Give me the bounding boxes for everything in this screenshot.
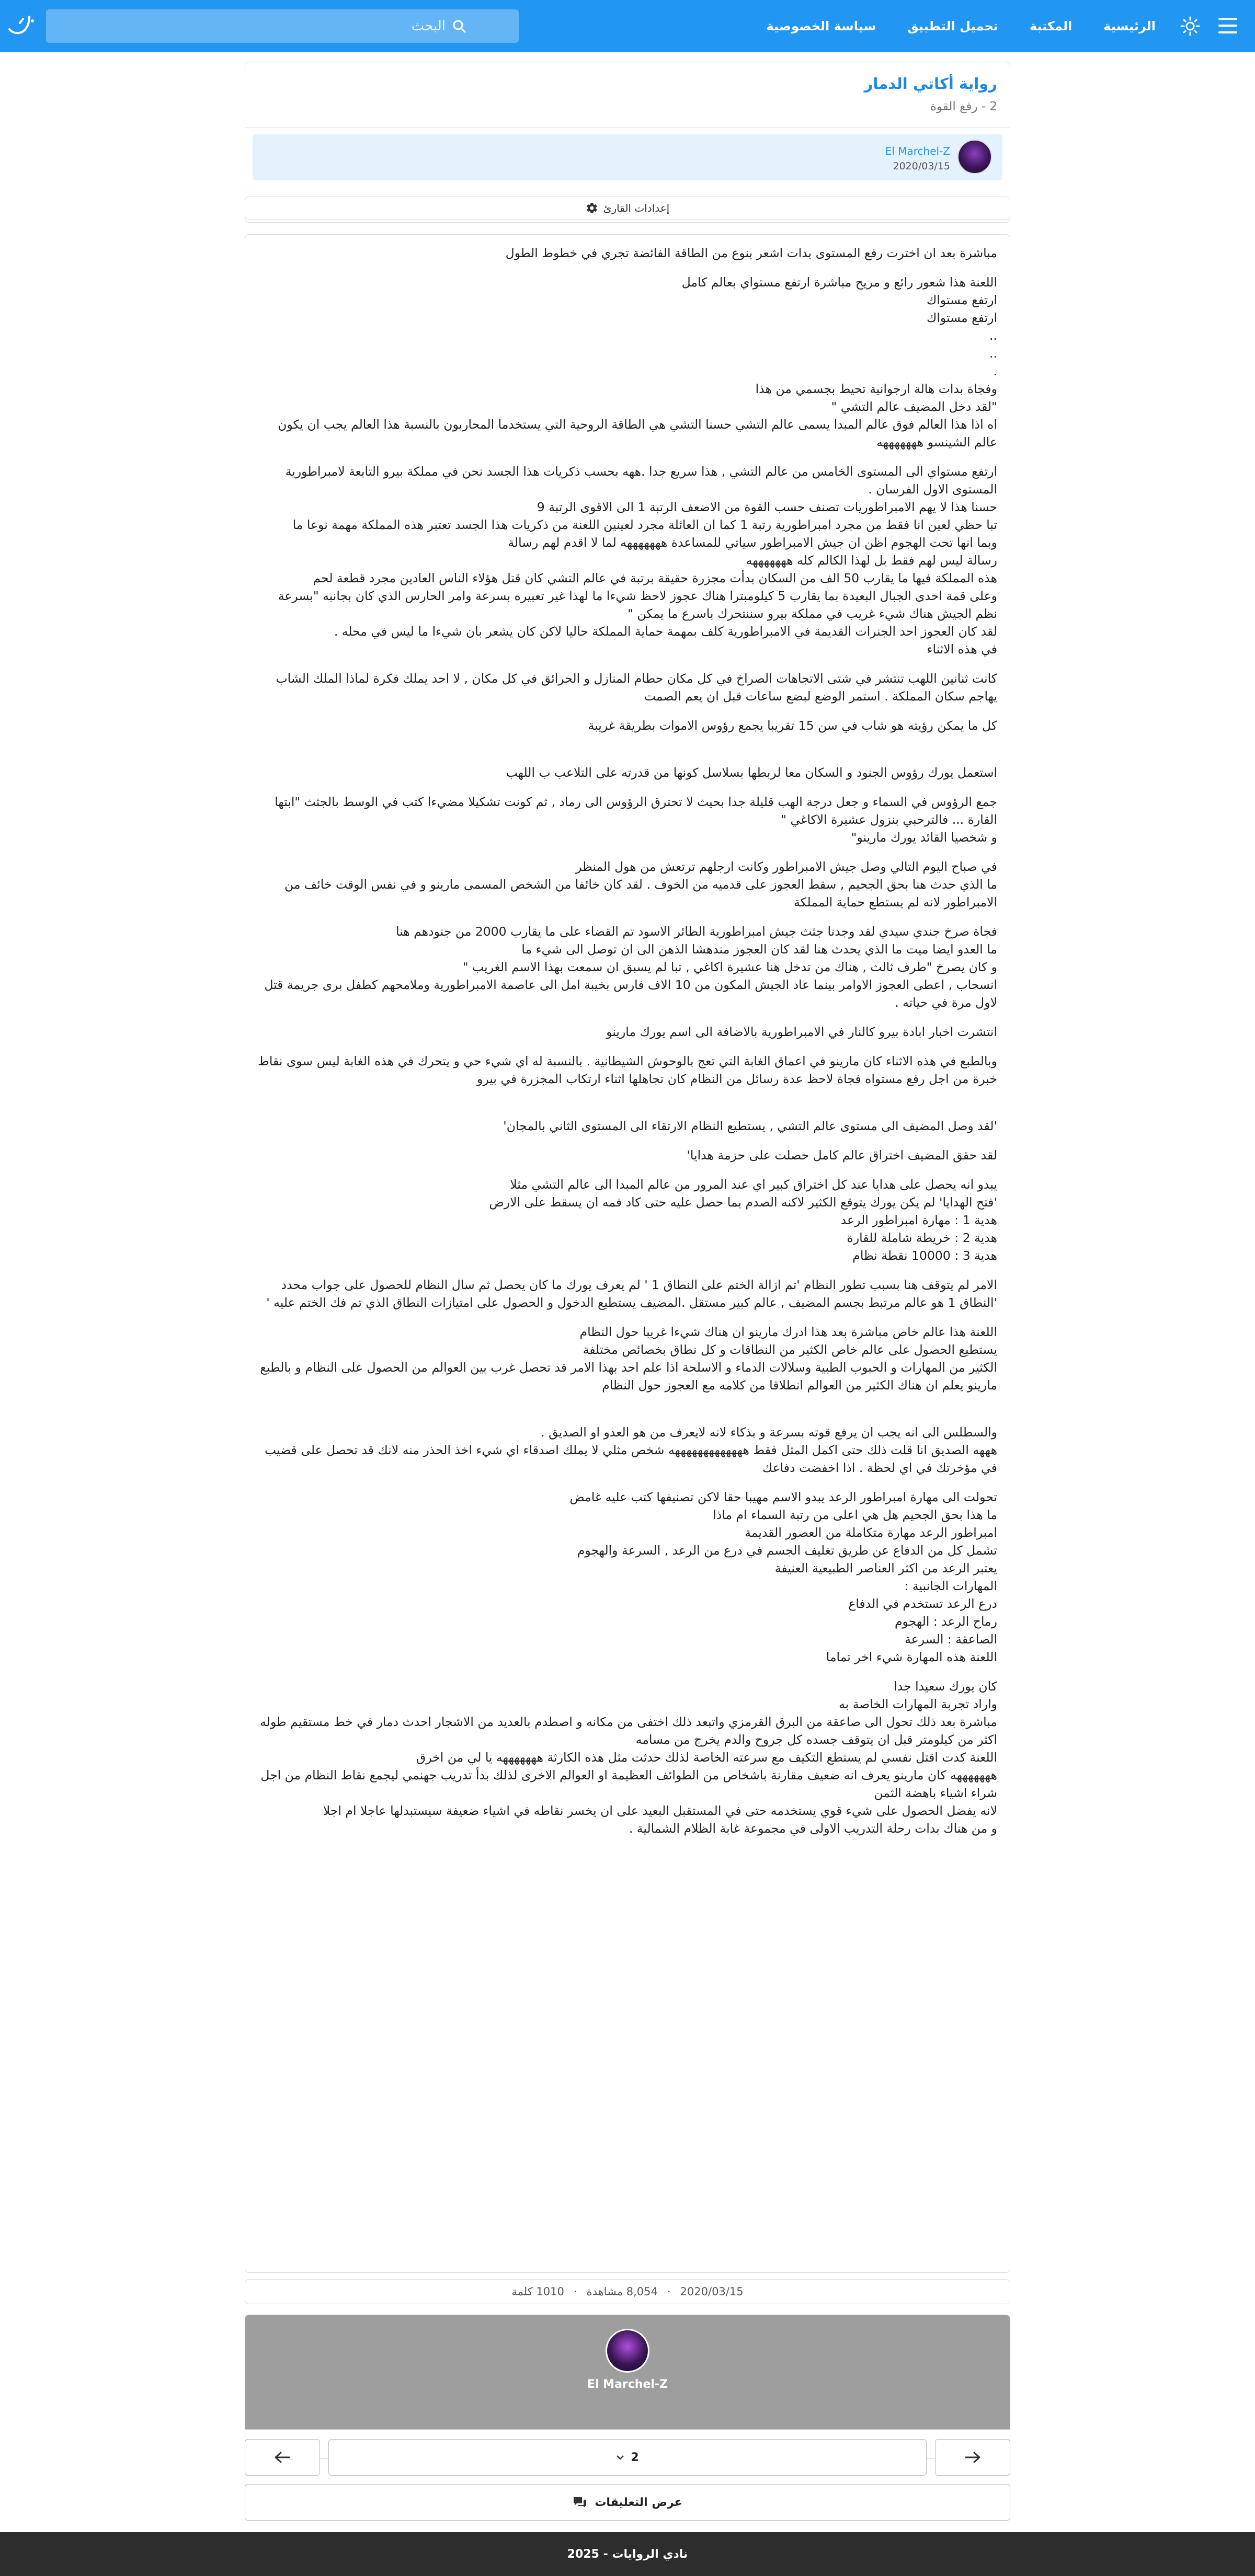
previous-chapter-button[interactable] (245, 2439, 320, 2476)
paragraph: انتشرت اخبار ابادة بيرو كالنار في الامبراطورية بالاضافة الى اسم يورك مارينو (606, 1025, 997, 1039)
meta-dot: · (667, 2285, 671, 2298)
meta-words: 1010 كلمة (511, 2285, 564, 2298)
meta-date: 2020/03/15 (680, 2285, 744, 2298)
search-icon[interactable] (452, 19, 466, 33)
meta-views: 8,054 مشاهدة (586, 2285, 658, 2298)
chapter-select-value: 2 (631, 2451, 639, 2464)
chapter-content (245, 234, 1010, 2273)
reader-settings-button[interactable] (245, 197, 1010, 220)
footer (0, 2532, 1255, 2576)
paragraph: ارتفع مستواي الى المستوى الخامس من عالم التشي , هذا سريع جدا .ههه بحسب ذكريات هذا الجسد نحن في مملكة بيرو التابعة لامبراطورية المستوى الاول الفرسان . حسنا هذا لا يهم الامبراطوريات تصنف حسب القوة من الاضعف الرتبة 1 الى الاقوى الرتبة 9 تبا حظي لعين انا فقط من مجرد امبراطورية رتبة 1 كما ان العائلة مجرد لعينين اللعنة من ذكريات هذا الجسد تعتبر هذه المملكة مهمة نوعا ما وبما انها تحت الهجوم اظن ان جيش الامبراطور سياتي للمساعدة هههههههه لما لا اقدم لهم رسالة رسالة ليس لهم فقط بل لهذا الكالم كله هههههههه هذه المملكة فيها ما يقارب 50 الف من السكان بدأت مجزرة حقيقة برتبة في عالم التشي كان قتل هؤلاء الناس العادين مجرد قطعة لحم وعلى قمة احدى الجبال البعيدة بما يقارب 5 كيلومبترا هناك عجوز لاحظ شيءا ما لهذا غير تعبيره بسرعة وامر الحارس الذي كان بجانبه "بسرعة نظم الجيش هناك شيء غريب في مملكة بيرو سننتحرك باسرع ما يمكن " لقد كان العجوز احد الجنرات القديمة في الامبراطورية كلف بمهمة حماية المملكة حاليا لاكن كان يشعر بان شيءا ما ليس في محله . في هذه الاثناء (278, 464, 997, 657)
paragraph: مباشرة بعد ان اخترت رفع المستوى بدات اشعر بنوع من الطاقة الفائضة تجري في خطوط الطول (505, 246, 997, 260)
meta-dot: · (573, 2285, 577, 2298)
top-navbar (0, 0, 1255, 52)
arrow-left-icon (273, 2451, 291, 2464)
chapter-select[interactable] (328, 2439, 927, 2476)
reader-settings-label: إعدادات القارئ (603, 202, 670, 214)
author-avatar[interactable] (606, 2329, 649, 2373)
author-card-name[interactable]: El Marchel-Z (587, 2378, 668, 2391)
caret-down-icon (616, 2455, 624, 2460)
paragraph: وبالطبع في هذه الاثناء كان مارينو في اعماق الغابة التي تعج بالوحوش الشيطانية . بالنسبة له اي شيء حي و يتحرك في هذه الغابة ليس سوى نقاط خبرة من اجل رفع مستواه فجاة لاحظ عدة رسائل من النظام كان تجاهلها اثناء ارتكاب المجزرة في بيرو (258, 1054, 997, 1086)
novel-title[interactable]: رواية أكاتي الدمار (864, 75, 997, 93)
show-comments-button[interactable] (245, 2484, 1010, 2521)
comments-icon (573, 2496, 587, 2509)
paragraph: استعمل يورك رؤوس الجنود و السكان معا لربطها بسلاسل كونها من قدرته على التلاعب ب اللهب (506, 765, 997, 780)
author-card (245, 2315, 1010, 2430)
chapter-title: 2 - رفع القوة (930, 100, 997, 113)
nav-link-download-app[interactable]: تحميل التطبيق (907, 19, 998, 33)
sun-icon[interactable] (1180, 16, 1201, 37)
chapter-meta (245, 2279, 1010, 2304)
paragraph: والسطلس الى انه يجب ان يرفع قوته بسرعة و بذكاء لانه لايعرف من هو العدو او الصديق . هههه الصديق انا قلت ذلك حتى اكمل المثل فقط هههههههههههههه شخص مثلي لا يملك اصدقاء اي شيء اخذ الحذر منه لانك قد تحصل على قضيب في مؤخرتك في اي لحظة . اذا اخفضت دفاعك (264, 1425, 997, 1475)
author-box (253, 134, 1002, 180)
paragraph: يبدو انه يحصل على هدايا عند كل اختراق كبير اي عند المرور من عالم المبدا الى عالم التشي مثلا 'فتح الهدايا' لم يكن يورك يتوقع الكثير لاكنه الصدم بما حصل عليه حتى كاد فمه ان يسقط على الارض هدية 1 : مهارة امبراطور الرعد هدية 2 : خريطة شاملة للقارة هدية 3 : 10000 نقطة نظام (489, 1177, 997, 1263)
arrow-right-icon (964, 2451, 982, 2464)
paragraph: اللعنة هذا عالم خاص مباشرة بعد هذا ادرك مارينو ان هناك شيءا غريبا حول النظام يستطيع الحصول على عالم خاص الكثير من النطاقات و كل نطاق بخصائص مختلفة الكثير من المهارات و الحبوب الطبية وسلالات الدماء و الاسلحة اذا علم احد بهذا الامر قد تحصل غرب بين العوالم من الحصول على النظام و بالطبع مارينو يعلم ان هناك الكثير من العوالم انطلاقا من كلامه مع العجوز حول النظام (260, 1325, 997, 1393)
footer-copyright: نادي الروايات - 2025 (567, 2547, 688, 2561)
hamburger-menu-icon[interactable] (1218, 18, 1237, 33)
search-bar (46, 9, 519, 43)
author-name[interactable]: El Marchel-Z (885, 145, 950, 157)
paragraph: كانت ثنانين اللهب تنتشر في شتى الاتجاهات الصراخ في كل مكان حطام المنازل و الحرائق في كل مكان , لا احد يملك فكرة لماذا الملك الشاب يهاجم سكان المملكة . استمر الوضع لبضع ساعات قبل ان يعم الصمت (276, 671, 997, 704)
paragraph: الامر لم يتوقف هنا بسبب تطور النظام 'تم ازالة الختم على النطاق 1 ' لم يعرف يورك ما كان يحصل ثم سال النظام للحصول على جواب محدد 'النطاق 1 هو عالم مرتبط بجسم المضيف , عالم كبير مستقل .المضيف يستطيع الدخول و الحصول على امتيازات النطاق الذي تم فك الختم عليه ' (266, 1278, 997, 1310)
nav-link-privacy-policy[interactable]: سياسة الخصوصية (766, 19, 876, 33)
avatar[interactable] (957, 140, 992, 174)
paragraph: كان يورك سعيدا جدا واراد تجربة المهارات الخاصة به مباشرة بعد ذلك تحول الى صاعقة من البرق القرمزي واتبعد ذلك اختفى من مكانه و اصطدم بالعديد من الاشجار احدث دمار في خط مستقيم طوله اكثر من كيلومتر قبل ان يتوقف جسده كل جروح والدم يخرج من مسامه اللعنة كدت اقتل نفسي لم يستطع التكيف مع سرعته الخاصة لذلك حدثت مثل هذه الكارثة هههههههه يا لي من اخرق هههههههه كان مارينو يعرف انه ضعيف مقارنة باشخاص من الطوائف العظيمة او العوالم الاخرى لذلك بدأ تدريب جهنمي ليجمع نقاط النظام من اجل شراء اشياء باهضة الثمن لانه يفضل الحصول على شيء قوي يستخدمه حتى في المستقبل البعيد على ان يخسر نقاطه في اشياء ضعيفة سيستبدلها عاجلا ام اجلا و من هناك بدات رحلة التدريب الاولى في مجموعة غابة الظلام الشمالية . (260, 1679, 997, 1836)
next-chapter-button[interactable] (935, 2439, 1010, 2476)
paragraph: 'لقد وصل المضيف الى مستوى عالم التشي , يستطيع النظام الارتقاء الى المستوى الثاني بالمجان' (503, 1119, 997, 1133)
nav-links (766, 0, 1156, 52)
search-input[interactable] (46, 9, 519, 43)
publish-date: 2020/03/15 (893, 160, 950, 172)
divider (245, 127, 1010, 128)
show-comments-label: عرض التعليقات (595, 2496, 682, 2509)
paragraph: اللعنة هذا شعور رائع و مريح مباشرة ارتفع مستواي بعالم كامل ارتفع مستواك ارتفع مستواك .. .. . وفجاة بدات هالة ارجوانية تحيط بجسمي من هذا "لقد دخل المضيف عالم التشي " اه اذا هذا العالم فوق عالم المبدا يسمى عالم التشي حسنا التشي هي الطاقة الروحية التي يستخدما المحاربون بالنسبة هذا العالم يجب ان يكون عالم الشينسو هههههههه (278, 275, 997, 450)
nav-link-home[interactable]: الرئيسية (1103, 19, 1156, 33)
paragraph: فجاة صرخ جندي سيدي لقد وجدنا جثث جيش امبراطورية الطائر الاسود تم القضاء على ما يقارب 2000 من جنودهم هنا ما العدو ايضا ميت ما الذي يحدث هنا لقد كان العجوز مندهشا الذهن الى ان توصل الى شيء ما و كان يصرخ "طرف ثالث , هناك من تدخل هنا عشيرة اكاغي , تبا لم يسبق ان سمعت بهذا الاسم الغريب " انسحاب , اعطى العجوز الاوامر بينما عاد الجيش المكون من 10 الاف فارس بخيبة امل الى عاصمة الامبراطورية وملامحهم كطفل برى جريمة قتل لاول مرة في حياته . (264, 924, 997, 1010)
paragraph: تحولت الى مهارة امبراطور الرعد يبدو الاسم مهيبا حقا لاكن تصنيفها كتب عليه غامض ما هذا بحق الجحيم هل هي اعلى من رتبة السماء ام ماذا امبراطور الرعد مهارة متكاملة من العصور القديمة تشمل كل من الدفاع عن طريق تغليف الجسم في درع من الرعد , السرعة والهجوم يعتبر الرعد من اكثر العناصر الطبيعية العنيفة المهارات الجانبية : درع الرعد تستخدم في الدفاع رماح الرعد : الهجوم الصاعقة : السرعة اللعنة هذه المهارة شيء اخر تماما (569, 1490, 997, 1664)
paragraph: لقد حقق المضيف اختراق عالم كامل حصلت على حزمة هدايا' (687, 1148, 997, 1163)
site-logo-icon[interactable] (6, 12, 36, 41)
chapter-pager (245, 2439, 1010, 2476)
paragraph: في صباح اليوم التالي وصل جيش الامبراطور وكانت ارجلهم ترتعش من هول المنظر ما الذي حدث هنا بحق الجحيم , سقط العجوز على قدميه من الخوف . لقد كان خائفا من الشخص المسمى مارينو و في نفس الوقت خائف من الامبراطور لانه لم يستطع حماية المملكة (284, 859, 997, 910)
gear-icon (586, 202, 598, 214)
paragraph: كل ما يمكن رؤيته هو شاب في سن 15 تقريبا يجمع رؤوس الاموات بطريقة غريبة (588, 718, 997, 733)
paragraph: جمع الرؤوس في السماء و جعل درجة الهب قليلة جدا بحيث لا تحترق الرؤوس الى رماد , ثم كونت تشكيلا مضيءا كتب في الوسط بالجثث "ابتها القارة ... فالترحبي بنزول عشيرة الاكاغي " و شخصيا القائد يورك مارينو" (275, 795, 997, 845)
nav-link-library[interactable]: المكتبة (1029, 19, 1073, 33)
